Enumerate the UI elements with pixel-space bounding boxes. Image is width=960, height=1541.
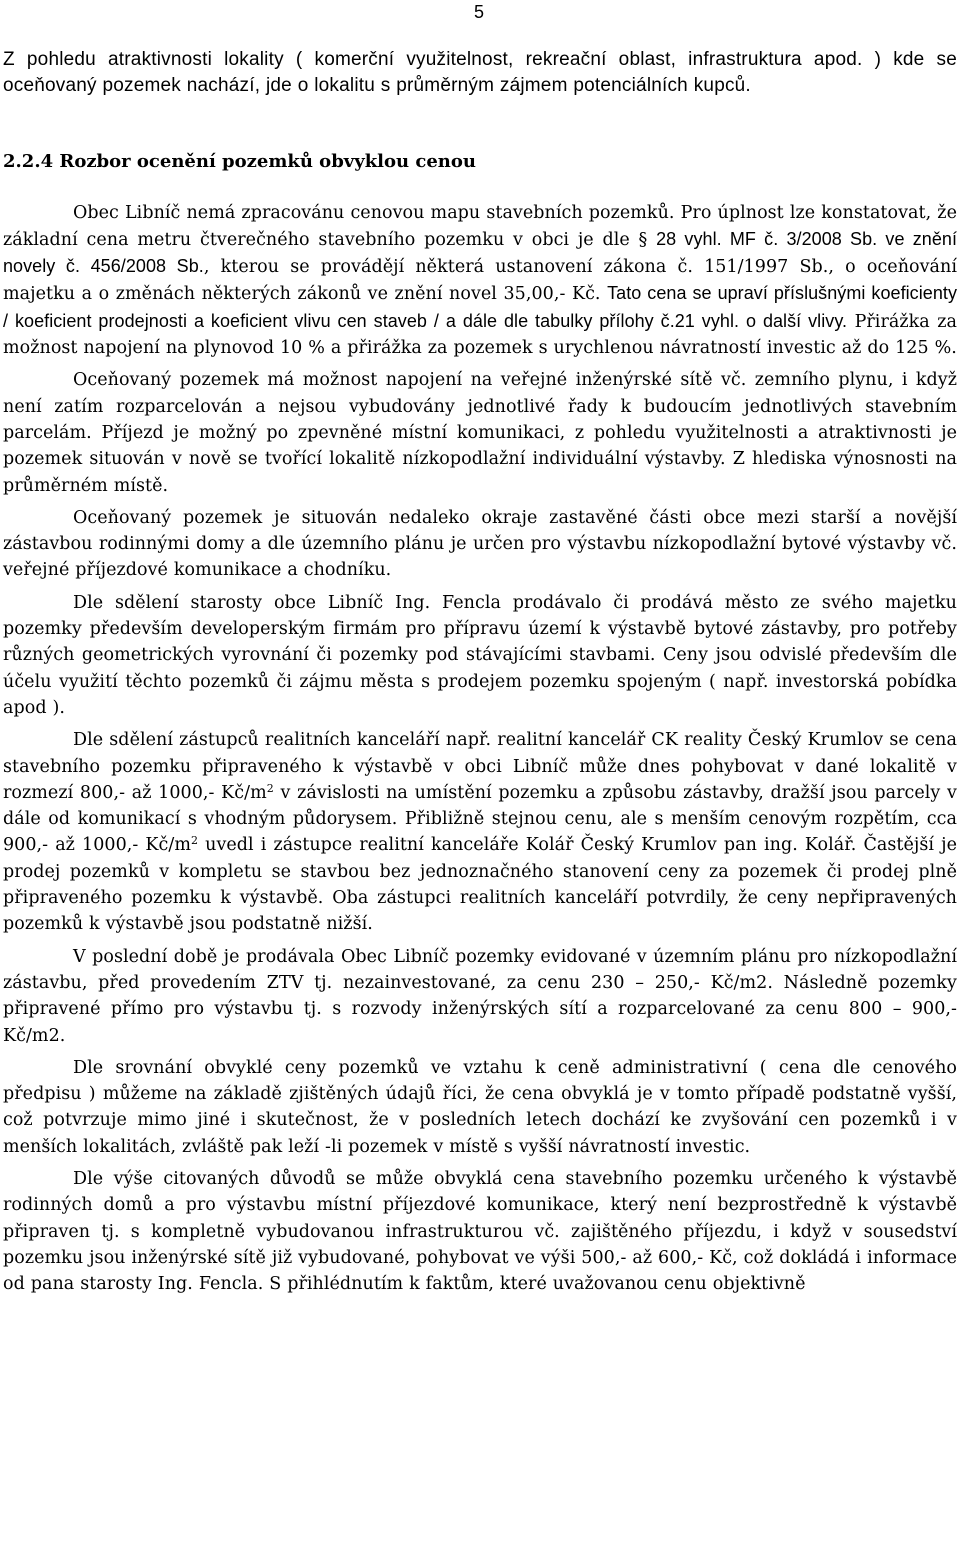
- paragraph-utilities: Oceňovaný pozemek má možnost napojení na veřejné inženýrské sítě vč. zemního plynu, i když není zatím rozparcelován a nejsou vybudovány jednotlivé řady k budoucím jednotlivých stavebním parcelám. Příjezd je možný po zpevněné místní komunikaci, z pohledu využitelnosti a atraktivnosti je pozemek situován v nově se tvořící lokalitě nízkopodlažní individuální výstavby. Z hlediska výnosnosti na průměrném místě.: [3, 370, 957, 496]
- paragraph-conclusion: Dle výše citovaných důvodů se může obvyklá cena stavebního pozemku určeného k výstavbě rodinných domů a pro výstavbu místní příjezdové komunikace, který není bezprostředně k výstavbě připraven tj. s kompletně vybudovanou infrastrukturou vč. zajištěného příjezdu, i když v sousedství pozemku jsou inženýrské sítě již vybudované, pohybovat ve výši 500,- až 600,- Kč, což dokládá i informace od pana starosty Ing. Fencla. S přihlédnutím k faktům, které uvažovanou cenu objektivně: [3, 1168, 957, 1295]
- paragraph-cadastral-price: [3, 200, 957, 362]
- text-run: uvedl i zástupce realitní kanceláře Kolář Český Krumlov pan ing. Kolář. Častější je prodej pozemků v kompletu se stavbou bez jednoznačného stanovení ceny za pozemek či prodej plně připraveného pozemku k výstavbě. Oba zástupci realitních kanceláří potvrdily, že ceny nepřipravených pozemků k výstavbě jsou podstatně nižší.: [3, 835, 958, 935]
- intro-paragraph: Z pohledu atraktivnosti lokality ( komerční využitelnost, rekreační oblast, infrastruktura apod. ) kde se oceňovaný pozemek nachází, jde o lokalitu s průměrným zájmem potenciálních kupců.: [3, 49, 957, 97]
- text-run: , kterou se provádějí některá ustanovení zákona č. 151/1997 Sb., o oceňování majetku a o změnách některých zákonů ve znění novel 35,00,- Kč.: [3, 257, 957, 305]
- text-run: v závislosti na umístění pozemku a způsobu zástavby, dražší jsou parcely v dále od komunikací s vhodným půdorysem. Přibližně stejnou cenu, ale s menším cenovým rozpětím, cca 900,- až 1000,- Kč/m: [3, 782, 957, 856]
- text-run: Obec Libníč nemá zpracovánu cenovou mapu stavebních pozemků. Pro úplnost lze konstatovat, že základní cena metru čtverečného stavebního pozemku v obci je dle §: [3, 202, 957, 250]
- paragraph-location: Oceňovaný pozemek je situován nedaleko okraje zastavěné části obce mezi starší a novější zástavbou rodinnými domy a dle územního plánu je určen pro výstavbu nízkopodlažní bytové výstavby vč. veřejné příjezdové komunikace a chodníku.: [3, 507, 957, 581]
- paragraph-price-comparison: Dle srovnání obvyklé ceny pozemků ve vztahu k ceně administrativní ( cena dle cenového předpisu ) můžeme na základě zjištěných údajů říci, že cena obvyklá je v tomto případě podstatně vyšší, což potvrzuje mimo jiné i skutečnost, že v posledních letech dochází ke zvyšování cen pozemků i v menších lokalitách, zvláště pak leží -li pozemek v místě s vyšší návratností investic.: [3, 1057, 957, 1157]
- page-number: 5: [474, 2, 485, 22]
- superscript: 2: [266, 781, 274, 795]
- paragraph-realtor-statement: [3, 727, 957, 937]
- text-run-regulation: 28 vyhl. MF č. 3/2008 Sb. ve znění novely č. 456/2008 Sb.: [3, 228, 957, 277]
- section-heading: 2.2.4 Rozbor ocenění pozemků obvyklou cenou: [3, 150, 476, 172]
- superscript: 2: [190, 834, 199, 848]
- text-run-coefficients: Tato cena se upraví příslušnými koeficienty / koeficient prodejnosti a koeficient vlivu cen staveb / a dále dle tabulky přílohy č.21 vyhl. o další vlivy.: [3, 283, 958, 331]
- text-run: Přirážka za možnost napojení na plynovod 10 % a přirážka za pozemek s urychlenou návratností investic až do 125 %.: [3, 311, 957, 359]
- document-body: [3, 47, 957, 1297]
- paragraph-mayor-statement: Dle sdělení starosty obce Libníč Ing. Fencla prodávalo či prodává město ze svého majetku pozemky především developerským firmám pro přípravu území k výstavbě bytové zástavby, pro potřeby různých geometrických vyrovnání či pozemky pod stávajícími stavbami. Ceny jsou odvislé především dle účelu využití těchto pozemků či zájmu města s prodejem pozemku spojeným ( např. investorská pobídka apod ).: [3, 592, 957, 718]
- text-run: Dle sdělení zástupců realitních kanceláří např. realitní kancelář CK reality Český Krumlov se cena stavebního pozemku připraveného k výstavbě v obci Libníč může dnes pohybovat v dané lokalitě v rozmezí 800,- až 1000,- Kč/m: [3, 730, 957, 803]
- paragraph-municipal-sales: V poslední době je prodávala Obec Libníč pozemky evidované v územním plánu pro nízkopodlažní zástavbu, před provedením ZTV tj. nezainvestované, za cenu 230 – 250,- Kč/m2. Následně pozemky připravené přímo pro výstavbu tj. s rozvody inženýrských sítí a rozparcelované za cenu 800 – 900,- Kč/m2.: [3, 946, 957, 1046]
